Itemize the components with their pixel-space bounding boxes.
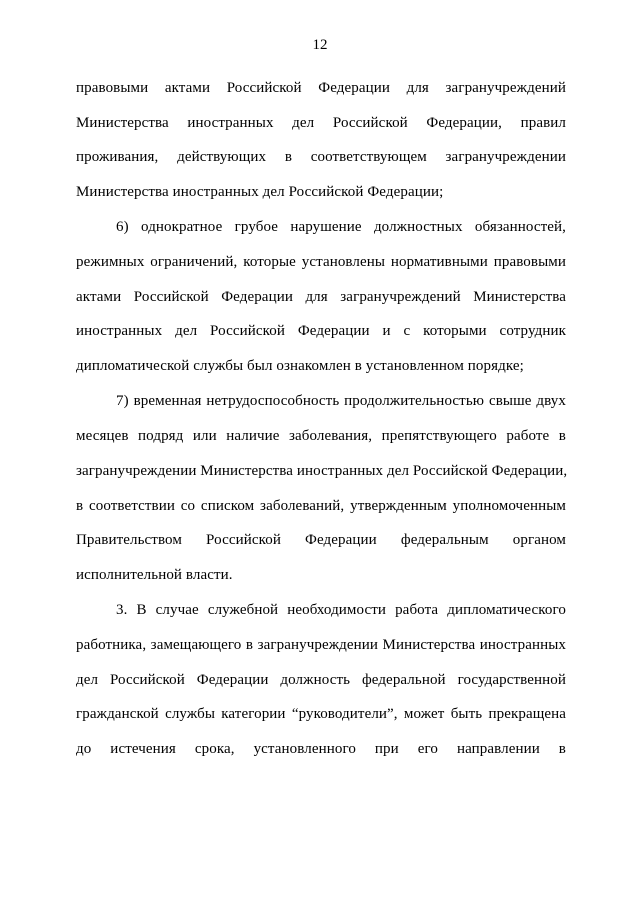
text-line: проживания, действующих в соответствующем загранучреждении <box>76 149 566 165</box>
text-line: дипломатической службы был ознакомлен в установленном порядке; <box>76 358 524 374</box>
text-line: дел Российской Федерации должность федеральной государственной <box>76 672 566 688</box>
text-line: 6) однократное грубое нарушение должностных обязанностей, <box>116 219 566 235</box>
text-line: месяцев подряд или наличие заболевания, препятствующего работе в <box>76 428 566 444</box>
text-line: 3. В случае служебной необходимости работа дипломатического <box>116 602 566 618</box>
text-line: исполнительной власти. <box>76 567 233 583</box>
text-line: в соответствии со списком заболеваний, утвержденным уполномоченным <box>76 498 566 514</box>
text-line: гражданской службы категории “руководители”, может быть прекращена <box>76 706 566 722</box>
text-line: Министерства иностранных дел Российской Федерации, правил <box>76 115 566 131</box>
text-line: иностранных дел Российской Федерации и с которыми сотрудник <box>76 323 566 339</box>
text-line: правовыми актами Российской Федерации для загранучреждений <box>76 80 566 96</box>
page-number: 12 <box>312 37 328 53</box>
text-line: Правительством Российской Федерации федеральным органом <box>76 532 566 548</box>
text-line: режимных ограничений, которые установлены нормативными правовыми <box>76 254 566 270</box>
text-line: загранучреждении Министерства иностранных дел Российской Федерации, <box>76 463 568 479</box>
text-line: актами Российской Федерации для загранучреждений Министерства <box>76 289 566 305</box>
text-line: Министерства иностранных дел Российской Федерации; <box>76 184 444 200</box>
text-line: 7) временная нетрудоспособность продолжительностью свыше двух <box>116 393 566 409</box>
text-line: до истечения срока, установленного при его направлении в <box>76 741 566 757</box>
text-line: работника, замещающего в загранучреждении Министерства иностранных <box>76 637 566 653</box>
